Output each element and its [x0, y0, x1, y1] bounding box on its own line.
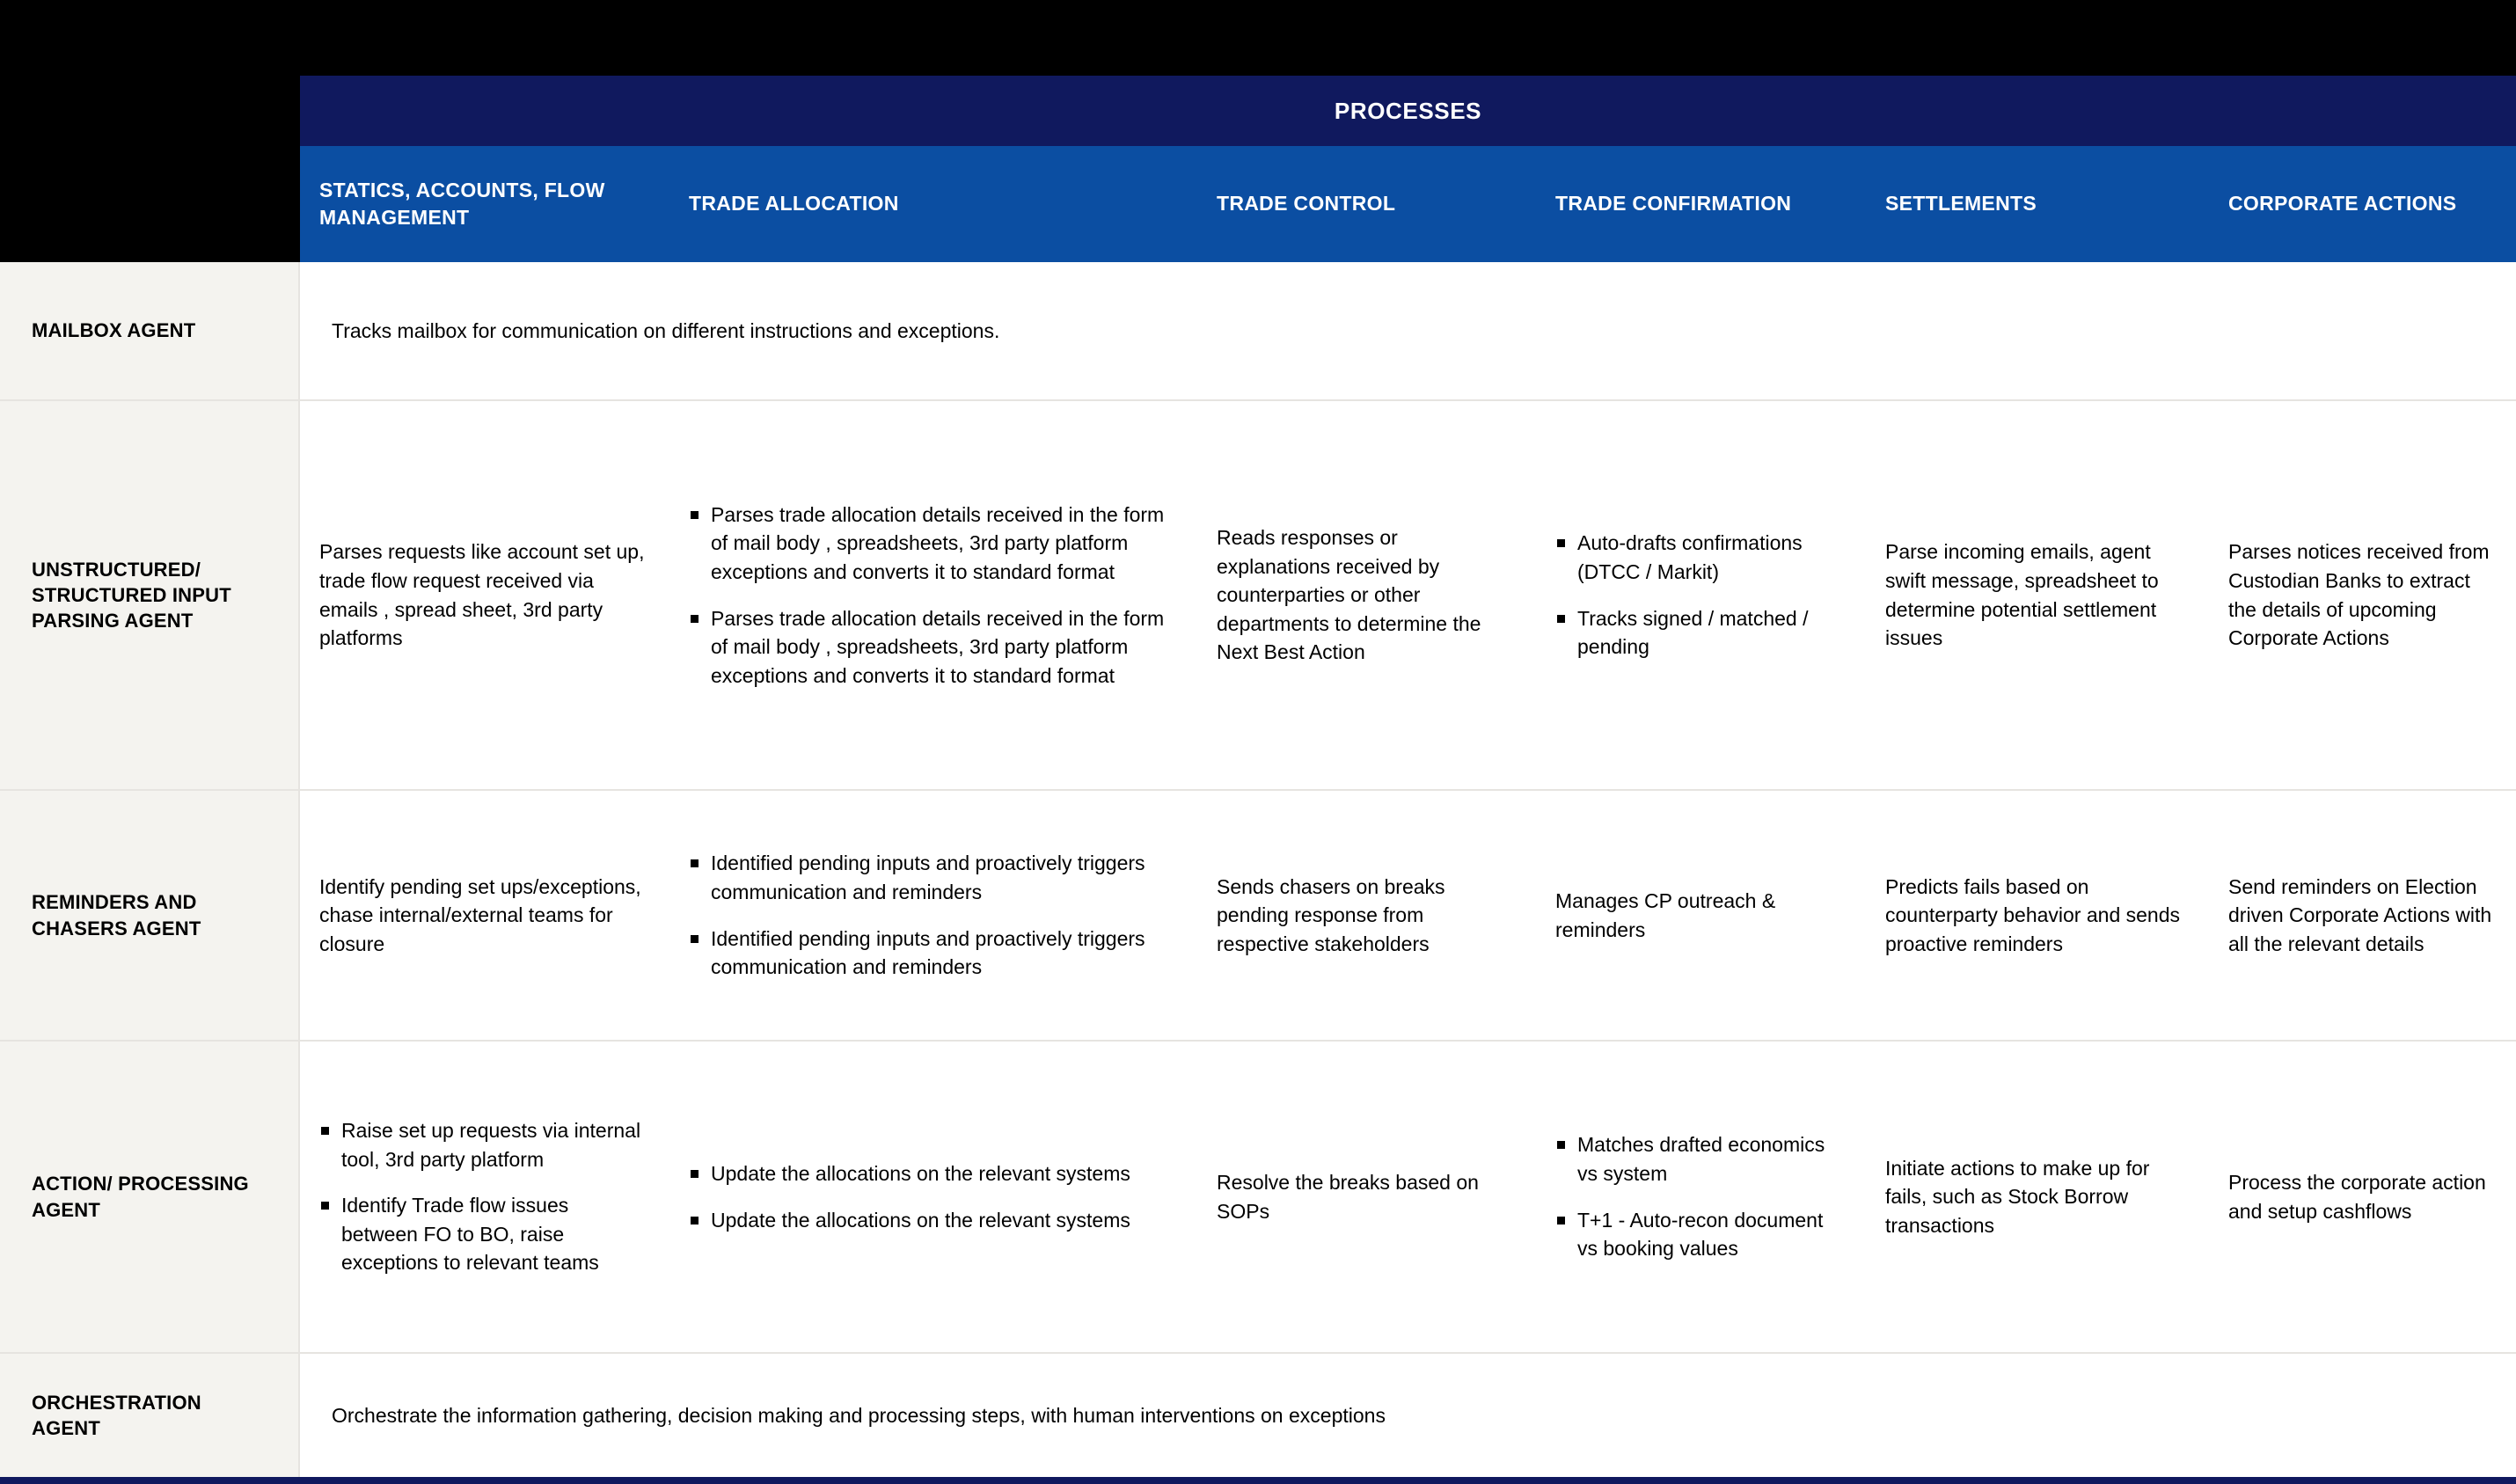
bullet-item: Identified pending inputs and proactively triggers communication and reminders [689, 849, 1178, 906]
column-header-5: CORPORATE ACTIONS [2228, 192, 2457, 216]
matrix-cell [1197, 401, 1536, 789]
matrix-cell [2209, 791, 2516, 1040]
column-header-4: SETTLEMENTS [1885, 192, 2037, 216]
bullet-item: Identified pending inputs and proactively triggers communication and reminders [689, 925, 1178, 982]
matrix-cell [1197, 791, 1536, 1040]
processes-group-title: PROCESSES [1334, 97, 1482, 124]
top-black-band [0, 0, 2516, 76]
cell-text: Parses notices received from Custodian Banks to extract the details of upcoming Corporate Actions [2228, 540, 2490, 650]
matrix-cell [300, 791, 669, 1040]
row-label-0: MAILBOX AGENT [0, 262, 300, 399]
bullet-item: Parses trade allocation details received in the form of mail body , spreadsheets, 3rd party platform exceptions and converts it to standard format [689, 501, 1178, 587]
bullet-item: T+1 - Auto-recon document vs booking values [1555, 1206, 1847, 1263]
cell-bullet-list [1555, 1130, 1847, 1263]
row-label-3: ACTION/ PROCESSING AGENT [0, 1042, 300, 1352]
matrix-cell [1866, 401, 2209, 789]
column-header-1: TRADE ALLOCATION [689, 192, 899, 216]
matrix-row [0, 791, 2516, 1042]
matrix-cell [2209, 401, 2516, 789]
matrix-cell [300, 401, 669, 789]
matrix-cell [300, 1042, 669, 1352]
matrix-cell [1536, 791, 1866, 1040]
matrix-cell-span [300, 1354, 2516, 1477]
cell-text: Orchestrate the information gathering, decision making and processing steps, with human interventions on exceptions [332, 1403, 1386, 1427]
corner-black-block [0, 0, 300, 262]
processes-group-header [300, 76, 2516, 146]
cell-text: Initiate actions to make up for fails, such as Stock Borrow transactions [1885, 1156, 2150, 1237]
cell-text: Resolve the breaks based on SOPs [1217, 1170, 1479, 1223]
row-cells [300, 791, 2516, 1040]
matrix-cell [2209, 1042, 2516, 1352]
matrix-cell [669, 1042, 1197, 1352]
row-label-2: REMINDERS AND CHASERS AGENT [0, 791, 300, 1040]
row-cells [300, 262, 2516, 399]
bullet-item: Raise set up requests via internal tool, 3rd party platform [319, 1116, 650, 1173]
cell-text: Predicts fails based on counterparty behavior and sends proactive reminders [1885, 874, 2180, 955]
cell-text: Process the corporate action and setup cashflows [2228, 1170, 2486, 1223]
matrix-row [0, 401, 2516, 791]
row-label-1: UNSTRUCTURED/ STRUCTURED INPUT PARSING AGENT [0, 401, 300, 789]
bullet-item: Matches drafted economics vs system [1555, 1130, 1847, 1188]
cell-text: Tracks mailbox for communication on different instructions and exceptions. [332, 318, 1000, 342]
column-header-0: STATICS, ACCOUNTS, FLOW MANAGEMENT [319, 178, 605, 229]
matrix-row [0, 262, 2516, 401]
column-header-2: TRADE CONTROL [1217, 192, 1396, 216]
cell-text: Parses requests like account set up, trade flow request received via emails , spread sheet, 3rd party platforms [319, 540, 645, 650]
cell-text: Manages CP outreach & reminders [1555, 888, 1776, 941]
cell-bullet-list [689, 501, 1178, 691]
bullet-item: Identify Trade flow issues between FO to BO, raise exceptions to relevant teams [319, 1191, 650, 1277]
cell-bullet-list [1555, 529, 1847, 662]
matrix-body [0, 262, 2516, 1477]
matrix-row [0, 1354, 2516, 1477]
matrix-cell [669, 401, 1197, 789]
matrix-cell [1197, 1042, 1536, 1352]
cell-text: Reads responses or explanations received by counterparties or other departments to determine the Next Best Action [1217, 525, 1481, 664]
matrix-cell [1866, 1042, 2209, 1352]
column-header-3: TRADE CONFIRMATION [1555, 192, 1792, 216]
cell-text: Send reminders on Election driven Corporate Actions with all the relevant details [2228, 874, 2492, 955]
cell-text: Sends chasers on breaks pending response from respective stakeholders [1217, 874, 1445, 955]
bullet-item: Tracks signed / matched / pending [1555, 604, 1847, 662]
row-label-4: ORCHESTRATION AGENT [0, 1354, 300, 1477]
matrix-cell [669, 791, 1197, 1040]
column-header-row [300, 146, 2516, 262]
cell-text: Parse incoming emails, agent swift message, spreadsheet to determine potential settlement issues [1885, 540, 2159, 650]
matrix-cell-span [300, 262, 2516, 399]
matrix-cell [1536, 1042, 1866, 1352]
bullet-item: Update the allocations on the relevant systems [689, 1159, 1178, 1188]
bullet-item: Auto-drafts confirmations (DTCC / Markit) [1555, 529, 1847, 586]
bullet-item: Parses trade allocation details received in the form of mail body , spreadsheets, 3rd party platform exceptions and converts it to standard format [689, 604, 1178, 691]
matrix-cell [1866, 791, 2209, 1040]
bullet-item: Update the allocations on the relevant systems [689, 1206, 1178, 1235]
cell-text: Identify pending set ups/exceptions, chase internal/external teams for closure [319, 874, 641, 955]
cell-bullet-list [689, 1159, 1178, 1234]
row-cells [300, 401, 2516, 789]
row-cells [300, 1354, 2516, 1477]
row-cells [300, 1042, 2516, 1352]
cell-bullet-list [319, 1116, 650, 1277]
matrix-cell [1536, 401, 1866, 789]
cell-bullet-list [689, 849, 1178, 982]
bottom-navy-rule [0, 1477, 2516, 1484]
matrix-row [0, 1042, 2516, 1354]
